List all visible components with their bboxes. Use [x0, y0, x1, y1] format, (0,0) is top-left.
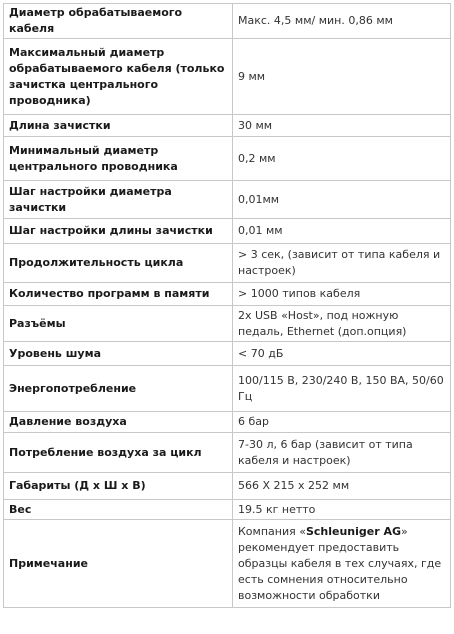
table-row — [4, 283, 451, 306]
row-value: 9 мм — [233, 39, 451, 115]
table-row — [4, 219, 451, 244]
row-value: 7-30 л, 6 бар (зависит от типа кабеля и настроек) — [233, 433, 451, 473]
row-label: Диаметр обрабатываемого кабеля — [4, 4, 233, 39]
table-row — [4, 244, 451, 283]
row-label: Шаг настройки диаметра зачистки — [4, 181, 233, 219]
row-value: 6 бар — [233, 412, 451, 433]
row-label: Минимальный диаметр центрального проводника — [4, 137, 233, 181]
row-label: Давление воздуха — [4, 412, 233, 433]
row-label: Потребление воздуха за цикл — [4, 433, 233, 473]
note-value — [233, 520, 451, 608]
row-value: 0,01 мм — [233, 219, 451, 244]
row-value: 30 мм — [233, 115, 451, 137]
row-value: Макс. 4,5 мм/ мин. 0,86 мм — [233, 4, 451, 39]
table-row — [4, 306, 451, 342]
row-label: Количество программ в памяти — [4, 283, 233, 306]
row-value: 2x USB «Host», под ножную педаль, Ethernet (доп.опция) — [233, 306, 451, 342]
table-row — [4, 115, 451, 137]
table-row — [4, 181, 451, 219]
row-value: 0,2 мм — [233, 137, 451, 181]
row-label: Габариты (Д х Ш х В) — [4, 473, 233, 500]
row-label: Продолжительность цикла — [4, 244, 233, 283]
row-value: 19.5 кг нетто — [233, 500, 451, 520]
table-row — [4, 500, 451, 520]
table-row — [4, 342, 451, 366]
table-row — [4, 366, 451, 412]
table-row — [4, 520, 451, 608]
row-value: 100/115 В, 230/240 В, 150 ВА, 50/60 Гц — [233, 366, 451, 412]
row-label: Шаг настройки длины зачистки — [4, 219, 233, 244]
table-row — [4, 412, 451, 433]
row-value: > 3 сек, (зависит от типа кабеля и настроек) — [233, 244, 451, 283]
note-company: Schleuniger AG — [305, 524, 402, 538]
table-row — [4, 473, 451, 500]
note-label: Примечание — [4, 520, 233, 608]
row-label: Разъёмы — [4, 306, 233, 342]
row-label: Энергопотребление — [4, 366, 233, 412]
row-label: Вес — [4, 500, 233, 520]
note-suffix: » рекомендует предоставить образцы кабеля в тех случаях, где есть сомнения относительно возможности обработки — [238, 524, 442, 602]
row-label: Длина зачистки — [4, 115, 233, 137]
table-row — [4, 4, 451, 39]
table-row — [4, 39, 451, 115]
row-value: > 1000 типов кабеля — [233, 283, 451, 306]
row-label: Максимальный диаметр обрабатываемого кабеля (только зачистка центрального проводника) — [4, 39, 233, 115]
row-value: 566 X 215 x 252 мм — [233, 473, 451, 500]
row-label: Уровень шума — [4, 342, 233, 366]
row-value: 0,01мм — [233, 181, 451, 219]
note-prefix: Компания « — [238, 524, 306, 538]
table-row — [4, 433, 451, 473]
row-value: < 70 дБ — [233, 342, 451, 366]
specs-table — [3, 3, 451, 608]
table-row — [4, 137, 451, 181]
